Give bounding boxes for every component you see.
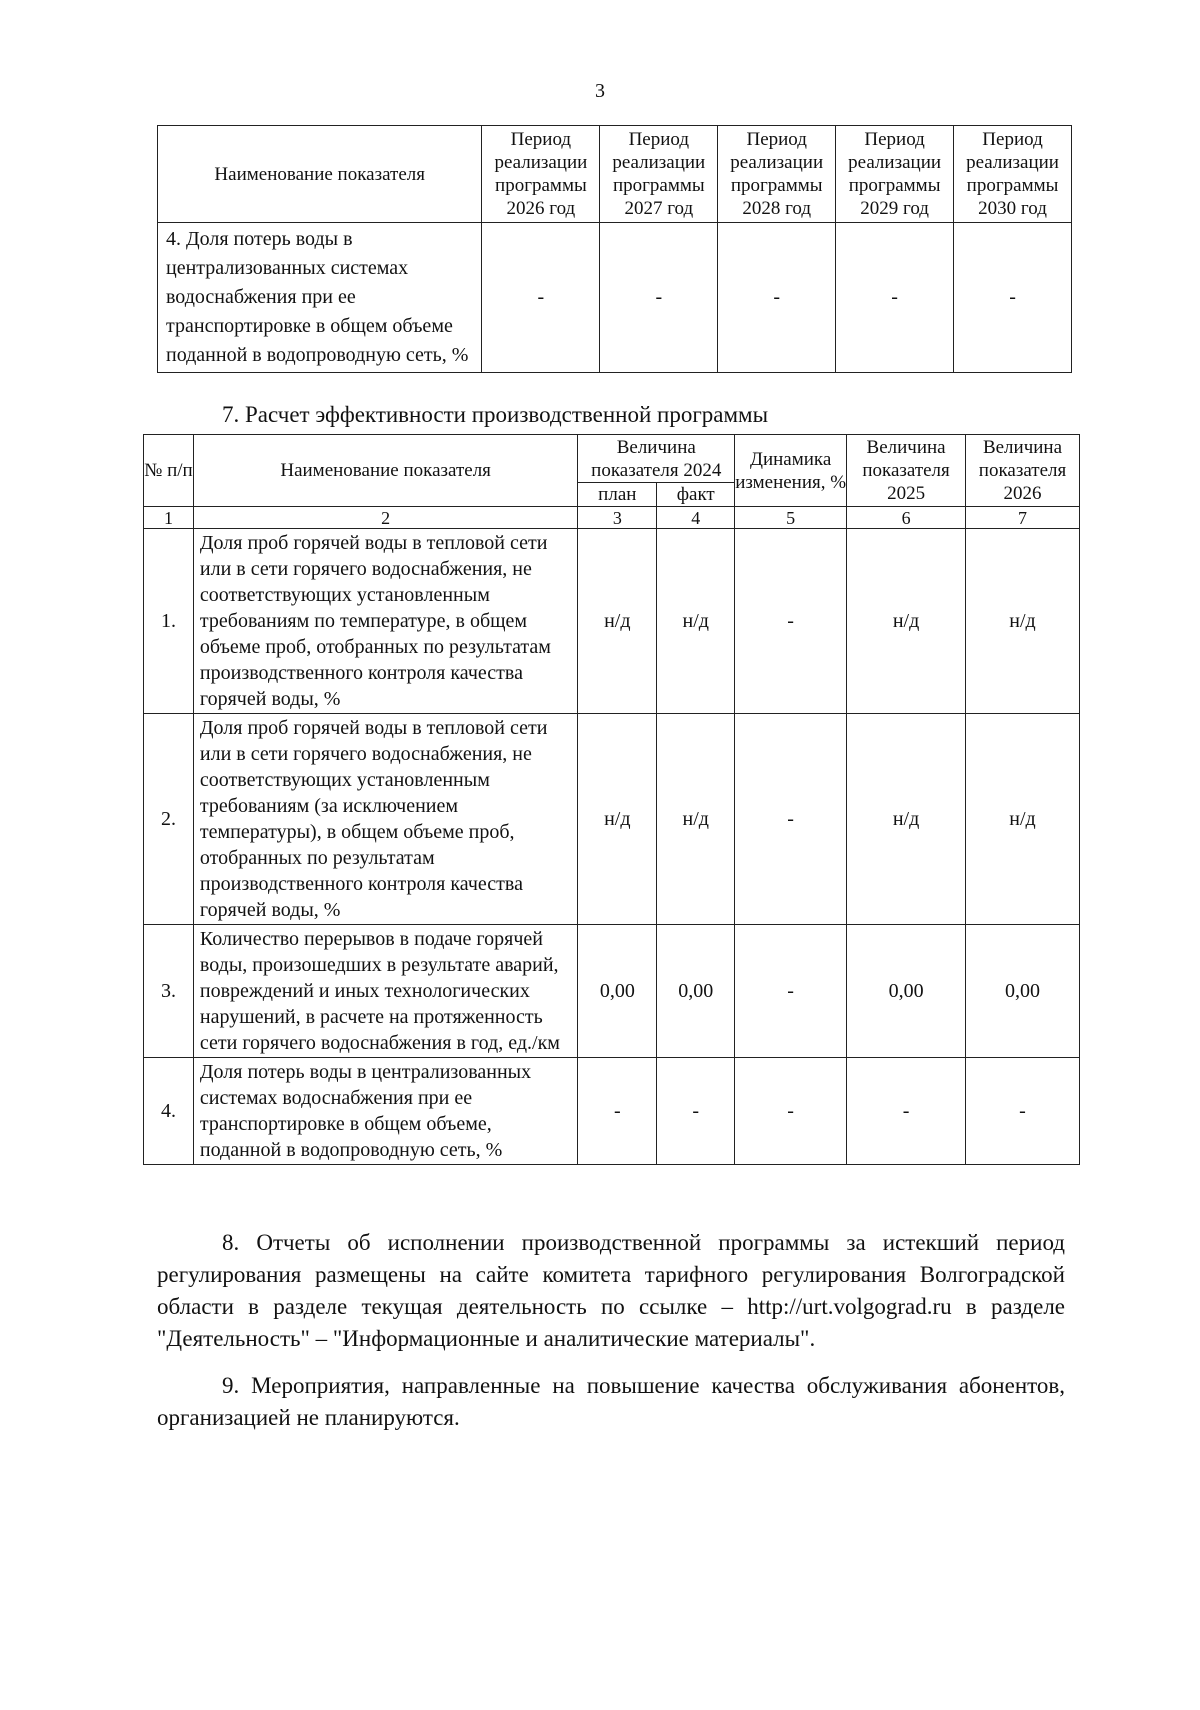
table-row: [144, 1058, 1080, 1165]
value-2026-cell: -: [966, 1058, 1080, 1165]
value-2025-cell: 0,00: [847, 925, 966, 1058]
value-cell: -: [718, 223, 836, 373]
value-2026-cell: н/д: [966, 714, 1080, 925]
value-2024-header: Величина показателя 2024: [578, 435, 735, 483]
value-cell: -: [482, 223, 600, 373]
dynamics-header: Динамика изменения, %: [735, 435, 847, 507]
value-2025-cell: н/д: [847, 714, 966, 925]
dynamics-cell: -: [735, 925, 847, 1058]
period-header-2028: Период реализации программы 2028 год: [718, 126, 836, 223]
column-number: 1: [144, 507, 194, 529]
page-number: 3: [595, 80, 605, 102]
indicator-name-header: Наименование показателя: [158, 126, 482, 223]
value-cell: -: [954, 223, 1072, 373]
value-2025-cell: -: [847, 1058, 966, 1165]
table-row: [144, 925, 1080, 1058]
row-number: 4.: [144, 1058, 194, 1165]
dynamics-cell: -: [735, 1058, 847, 1165]
column-number-row: [144, 507, 1080, 529]
plan-cell: н/д: [578, 714, 657, 925]
table-row: [158, 223, 1072, 373]
column-number: 6: [847, 507, 966, 529]
dynamics-cell: -: [735, 529, 847, 714]
dynamics-cell: -: [735, 714, 847, 925]
indicator-name-cell: 4. Доля потерь воды в централизованных системах водоснабжения при ее транспортировке в общем объеме поданной в водопроводную сеть, %: [158, 223, 482, 373]
value-2025-header: Величина показателя 2025: [847, 435, 966, 507]
efficiency-table: [143, 434, 1080, 1165]
table-row: [144, 714, 1080, 925]
value-2026-cell: 0,00: [966, 925, 1080, 1058]
indicator-name-cell: Доля проб горячей воды в тепловой сети или в сети горячего водоснабжения, не соответствующих установленным требованиям по температуре, в общем объеме проб, отобранных по результатам производственного контроля качества горячей воды, %: [193, 529, 577, 714]
paragraph-9: [157, 1370, 1065, 1434]
section-7-heading: 7. Расчет эффективности производственной программы: [222, 402, 769, 427]
fact-cell: н/д: [657, 714, 735, 925]
fact-header: факт: [657, 483, 735, 507]
fact-cell: 0,00: [657, 925, 735, 1058]
period-header-2027: Период реализации программы 2027 год: [600, 126, 718, 223]
value-2026-cell: н/д: [966, 529, 1080, 714]
column-number: 2: [193, 507, 577, 529]
plan-cell: -: [578, 1058, 657, 1165]
period-header-2030: Период реализации программы 2030 год: [954, 126, 1072, 223]
paragraph-8-text: 8. Отчеты об исполнении производственной программы за истекший период регулирования размещены на сайте комитета тарифного регулирования Волгоградской области в разделе текущая деятельность по ссылке – http://urt.volgograd.ru в разделе "Деятельность" – "Информационные и аналитические материалы".: [157, 1230, 1065, 1351]
fact-cell: -: [657, 1058, 735, 1165]
row-number: 2.: [144, 714, 194, 925]
column-number: 5: [735, 507, 847, 529]
period-header-2029: Период реализации программы 2029 год: [836, 126, 954, 223]
indicator-name-cell: Доля потерь воды в централизованных системах водоснабжения при ее транспортировке в общем объеме, поданной в водопроводную сеть, %: [193, 1058, 577, 1165]
row-number: 1.: [144, 529, 194, 714]
plan-header: план: [578, 483, 657, 507]
column-number: 3: [578, 507, 657, 529]
value-cell: -: [600, 223, 718, 373]
table-row: [144, 529, 1080, 714]
fact-cell: н/д: [657, 529, 735, 714]
value-cell: -: [836, 223, 954, 373]
plan-cell: н/д: [578, 529, 657, 714]
indicator-name-cell: Количество перерывов в подаче горячей воды, произошедших в результате аварий, повреждений и иных технологических нарушений, в расчете на протяженность сети горячего водоснабжения в год, ед./км: [193, 925, 577, 1058]
value-2026-header: Величина показателя 2026: [966, 435, 1080, 507]
plan-cell: 0,00: [578, 925, 657, 1058]
value-2025-cell: н/д: [847, 529, 966, 714]
paragraph-9-text: 9. Мероприятия, направленные на повышение качества обслуживания абонентов, организацией не планируются.: [157, 1373, 1065, 1430]
row-number-header: № п/п: [144, 435, 194, 507]
table-header-row: [144, 435, 1080, 483]
column-number: 4: [657, 507, 735, 529]
paragraph-8: [157, 1227, 1065, 1355]
indicator-name-header: Наименование показателя: [193, 435, 577, 507]
column-number: 7: [966, 507, 1080, 529]
period-header-2026: Период реализации программы 2026 год: [482, 126, 600, 223]
row-number: 3.: [144, 925, 194, 1058]
table-header-row: [158, 126, 1072, 223]
program-period-table: [157, 125, 1072, 373]
indicator-name-cell: Доля проб горячей воды в тепловой сети или в сети горячего водоснабжения, не соответствующих установленным требованиям (за исключением температуры), в общем объеме проб, отобранных по результатам производственного контроля качества горячей воды, %: [193, 714, 577, 925]
